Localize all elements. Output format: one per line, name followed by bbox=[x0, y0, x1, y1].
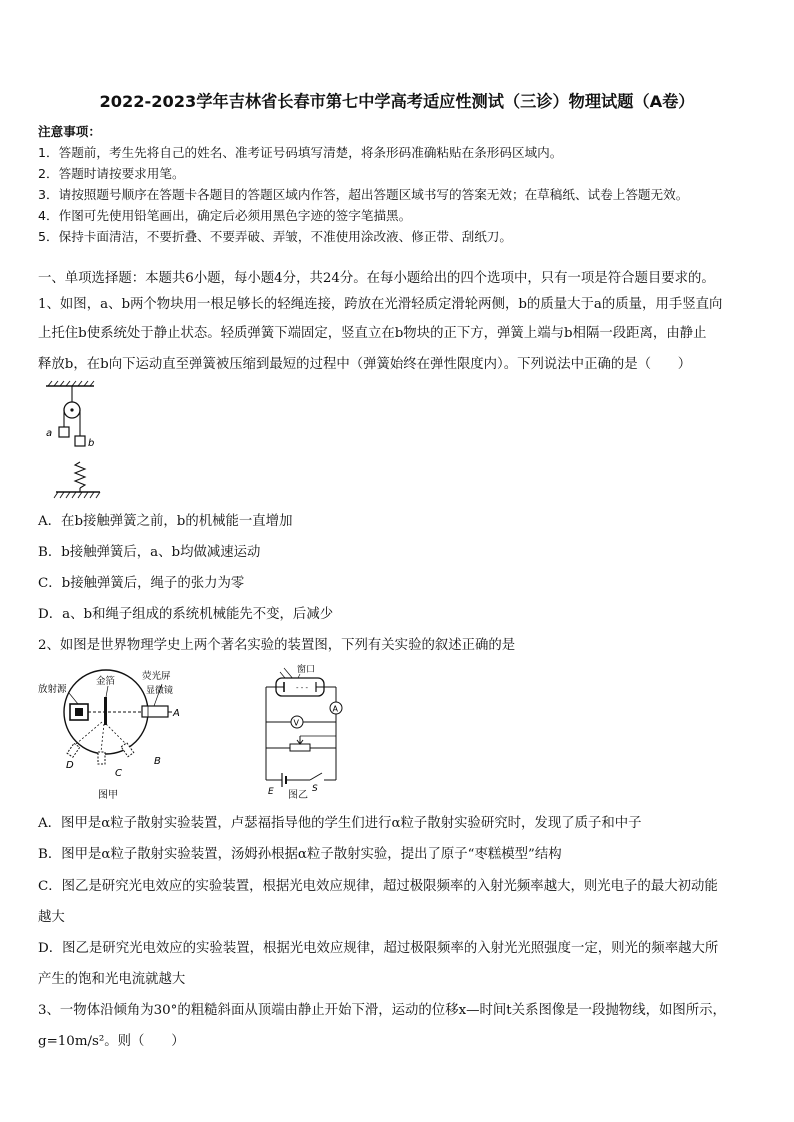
spring bbox=[75, 462, 85, 488]
label-source: 放射源 bbox=[38, 684, 67, 695]
figure-b-caption: 图乙 bbox=[288, 790, 308, 801]
question-2-option-c: C．图乙是研究光电效应的实验装置，根据光电效应规律，超过极限频率的入射光频率越大，则光电子的最大初动能 bbox=[38, 879, 718, 894]
question-2-option-b: B．图甲是α粒子散射实验装置，汤姆孙根据α粒子散射实验，提出了原子“枣糕模型”结构 bbox=[38, 847, 562, 862]
question-2-stem: 2、如图是世界物理学史上两个著名实验的装置图，下列有关实验的叙述正确的是 bbox=[38, 638, 516, 653]
section-heading: 一、单项选择题：本题共6小题，每小题4分，共24分。在每小题给出的四个选项中，只有一项是符合题目要求的。 bbox=[38, 271, 715, 286]
label-C: C bbox=[115, 768, 122, 779]
page-title: 2022-2023学年吉林省长春市第七中学高考适应性测试（三诊）物理试题（A卷） bbox=[99, 92, 695, 111]
figure-a-caption: 图甲 bbox=[98, 790, 118, 801]
label-window: 窗口 bbox=[297, 665, 316, 675]
notice-item: 4．作图可先使用铅笔画出，确定后必须用黑色字迹的签字笔描黑。 bbox=[38, 208, 412, 223]
question-1-stem: 1、如图，a、b两个物块用一根足够长的轻绳连接，跨放在光滑轻质定滑轮两侧，b的质量大于a的质量，用手竖直向 bbox=[38, 297, 723, 312]
block-a bbox=[59, 427, 69, 437]
label-B: B bbox=[154, 756, 161, 767]
question-1-stem: 上托住b使系统处于静止状态。轻质弹簧下端固定，竖直立在b物块的正下方，弹簧上端与b相隔一段距离，由静止 bbox=[38, 326, 707, 341]
label-foil: 金箔 bbox=[96, 676, 116, 687]
question-1-option-a: A．在b接触弹簧之前，b的机械能一直增加 bbox=[38, 514, 293, 529]
label-A: A bbox=[173, 708, 180, 719]
svg-text:- - -: - - - bbox=[296, 684, 309, 692]
notice-item: 3．请按照题号顺序在答题卡各题目的答题区域内作答，超出答题区域书写的答案无效；在草稿纸、试卷上答题无效。 bbox=[38, 187, 689, 202]
rheostat bbox=[290, 744, 310, 751]
label-a: a bbox=[46, 428, 53, 439]
notice-item: 2．答题时请按要求用笔。 bbox=[38, 166, 185, 181]
label-ammeter: A bbox=[332, 704, 338, 714]
question-1-option-d: D．a、b和绳子组成的系统机械能先不变，后减少 bbox=[38, 607, 334, 622]
pulley-spring-figure bbox=[38, 380, 108, 502]
question-1-stem: 释放b，在b向下运动直至弹簧被压缩到最短的过程中（弹簧始终在弹性限度内）。下列说法中正确的是（ ） bbox=[38, 357, 692, 372]
label-b: b bbox=[88, 438, 95, 449]
question-3-stem: 3、一物体沿倾角为30°的粗糙斜面从顶端由静止开始下滑，运动的位移x—时间t关系图像是一段抛物线，如图所示， bbox=[38, 1003, 726, 1018]
question-2-option-a: A．图甲是α粒子散射实验装置，卢瑟福指导他的学生们进行α粒子散射实验研究时，发现了质子和中子 bbox=[38, 816, 642, 831]
question-2-option-c-cont: 越大 bbox=[38, 910, 65, 925]
label-voltmeter: V bbox=[293, 718, 299, 728]
alpha-scattering-figure bbox=[36, 664, 196, 802]
question-1-option-b: B．b接触弹簧后，a、b均做减速运动 bbox=[38, 545, 261, 560]
question-2-option-d-cont: 产生的饱和光电流就越大 bbox=[38, 972, 186, 987]
label-E: E bbox=[268, 787, 274, 797]
microscope bbox=[142, 706, 168, 717]
question-2-option-d: D．图乙是研究光电效应的实验装置，根据光电效应规律，超过极限频率的入射光光照强度一定，则光的频率越大所 bbox=[38, 941, 719, 956]
notice-item: 5．保持卡面清洁，不要折叠、不要弄破、弄皱，不准使用涂改液、修正带、刮纸刀。 bbox=[38, 229, 512, 244]
question-1-option-c: C．b接触弹簧后，绳子的张力为零 bbox=[38, 576, 245, 591]
notice-item: 1．答题前，考生先将自己的姓名、准考证号码填写清楚，将条形码准确粘贴在条形码区域内。 bbox=[38, 145, 563, 160]
block-b bbox=[75, 436, 85, 446]
label-S: S bbox=[312, 784, 318, 794]
notice-heading: 注意事项： bbox=[38, 124, 101, 139]
question-3-stem: g=10m/s²。则（ ） bbox=[38, 1034, 185, 1049]
label-D: D bbox=[66, 760, 74, 771]
label-microscope: 显微镜 bbox=[146, 686, 174, 696]
switch bbox=[310, 773, 322, 780]
photoelectric-circuit-figure bbox=[256, 660, 356, 802]
gold-foil bbox=[104, 697, 107, 725]
label-screen: 荧光屏 bbox=[142, 671, 171, 682]
